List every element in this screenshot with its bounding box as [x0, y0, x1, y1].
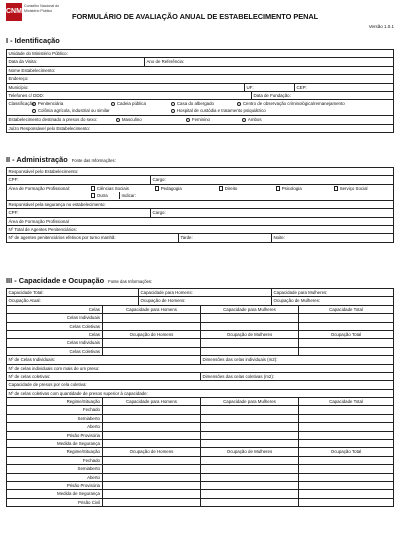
responsavel-seguranca-field[interactable]: Responsável pela segurança no estabelecimento:	[7, 201, 394, 208]
table-row	[7, 482, 394, 490]
table-cell[interactable]	[103, 323, 201, 330]
table-header: Ocupação Total	[299, 331, 394, 338]
radio-colonia-agricola[interactable]	[32, 109, 36, 113]
municipio-field[interactable]: Município:	[7, 84, 245, 91]
table-cell[interactable]	[103, 415, 201, 422]
form-version: Versão 1.0.1	[368, 24, 394, 29]
row-label: Celas Individuais	[7, 339, 103, 346]
table-header: Capacidade Total	[299, 306, 394, 313]
juizo-field[interactable]: Juízo Responsável pelo Estabelecimento:	[7, 125, 394, 132]
destinado-label: Estabelecimento destinado a presos do sexo:	[8, 117, 98, 123]
table-cell[interactable]	[299, 465, 394, 472]
agentes-noite-field[interactable]: Noite:	[272, 234, 394, 241]
option-label: Direito	[224, 185, 238, 191]
capacidade-homens-field[interactable]: Capacidade para Homens:	[139, 289, 272, 296]
table-cell[interactable]	[201, 314, 299, 321]
row-label: Medida de Segurança	[7, 440, 103, 447]
option-label: Casa do albergado	[176, 101, 214, 107]
cpf-field[interactable]: CPF:	[7, 176, 151, 183]
table-row	[7, 406, 394, 414]
table-header: Celas	[7, 306, 103, 313]
area-formacao-seguranca-field[interactable]: Área de Formação Profissional	[7, 218, 394, 225]
section-administracao-title: II - Administração Fonte das Informações:	[6, 155, 116, 164]
celas-coletivas-superior-field[interactable]: Nº de celas coletivas com quantidade de presos superior à capacidade:	[7, 390, 394, 397]
agentes-manha-field[interactable]: Nº de agentes penitenciários efetivos por turno manhã:	[7, 234, 179, 241]
identificacao-table	[6, 49, 394, 133]
table-cell[interactable]	[201, 440, 299, 447]
table-header: Capacidade para Homens	[103, 306, 201, 313]
table-row	[7, 490, 394, 498]
option-label: Psicologia	[281, 185, 302, 191]
option-label: Colônia agrícola, industrial ou similar	[37, 108, 110, 114]
cep-field[interactable]: CEP:	[295, 84, 394, 91]
capacidade-table	[6, 288, 394, 507]
table-header: Regime/Situação	[7, 398, 103, 405]
table-row	[7, 499, 394, 507]
table-cell[interactable]	[103, 423, 201, 430]
row-label: Celas Coletivas	[7, 348, 103, 355]
capacidade-mulheres-field[interactable]: Capacidade para Mulheres:	[272, 289, 394, 296]
logo-mark: CNMP	[6, 3, 22, 21]
check-direito[interactable]	[219, 186, 223, 190]
cnmp-logo	[6, 3, 62, 25]
capacidade-total-field[interactable]: Capacidade Total:	[7, 289, 139, 296]
check-pedagogia[interactable]	[155, 186, 159, 190]
table-cell[interactable]	[299, 423, 394, 430]
section-capacidade-title: III - Capacidade e Ocupação Fonte das Informações:	[6, 276, 153, 285]
table-row	[7, 339, 394, 347]
table-row	[7, 474, 394, 482]
radio-penitenciaria[interactable]	[32, 102, 36, 106]
ano-referencia-field[interactable]: Ano de Referência:	[145, 58, 394, 65]
option-label: Serviço Social	[339, 185, 368, 191]
classificacao-label: Classificação:	[8, 101, 36, 107]
check-psicologia[interactable]	[276, 186, 280, 190]
ocupacao-mulheres-field[interactable]: Ocupação de Mulheres:	[272, 297, 394, 304]
table-cell[interactable]	[299, 314, 394, 321]
option-label: Penitenciária	[37, 101, 64, 107]
table-cell[interactable]	[103, 440, 201, 447]
table-header: Capacidade para Mulheres	[201, 398, 299, 405]
table-cell[interactable]	[103, 474, 201, 481]
table-cell[interactable]	[201, 432, 299, 439]
table-cell[interactable]	[201, 465, 299, 472]
table-cell[interactable]	[103, 482, 201, 489]
table-cell[interactable]	[201, 423, 299, 430]
table-header: Celas	[7, 331, 103, 338]
option-label: Hospital de custódia e tratamento psiquiátrico	[176, 108, 266, 114]
radio-centro-observacao[interactable]	[237, 102, 241, 106]
celas-individuais-count-field[interactable]: Nº de Celas Individuais:	[7, 356, 201, 363]
celas-individuais-mais-field[interactable]: Nº de celas individuais com mais de um preso:	[7, 365, 394, 372]
table-row	[7, 323, 394, 331]
row-label: Celas Coletivas	[7, 323, 103, 330]
row-label: Fechado	[7, 457, 103, 464]
table-row	[7, 432, 394, 440]
ocupacao-homens-field[interactable]: Ocupação de Homens:	[139, 297, 272, 304]
indicar-label: Indicar:	[121, 192, 136, 198]
table-header: Capacidade para Homens	[103, 398, 201, 405]
section-identificacao-title: I - Identificação	[6, 36, 60, 45]
table-cell[interactable]	[201, 323, 299, 330]
table-row	[7, 415, 394, 423]
table-row	[7, 465, 394, 473]
table-cell[interactable]	[299, 323, 394, 330]
table-cell[interactable]	[201, 482, 299, 489]
dimensoes-coletivas-field[interactable]: Dimensões das celas coletivas (m2):	[201, 373, 394, 380]
radio-cadeia-publica[interactable]	[111, 102, 115, 106]
table-cell[interactable]	[299, 482, 394, 489]
area-formacao-field	[7, 185, 394, 200]
table-cell[interactable]	[103, 339, 201, 346]
option-label: Cadeia pública	[116, 101, 146, 107]
table-header: Ocupação de Homens	[103, 331, 201, 338]
fonte-label: Fonte das Informações:	[71, 158, 116, 163]
cargo-seguranca-field[interactable]: Cargo:	[151, 209, 394, 216]
celas-coletivas-count-field[interactable]: Nº de celas coletivas:	[7, 373, 201, 380]
table-cell[interactable]	[299, 348, 394, 355]
table-cell[interactable]	[201, 339, 299, 346]
dimensoes-individuais-field[interactable]: Dimensões das celas individuais (m2):	[201, 356, 394, 363]
radio-feminino[interactable]	[186, 118, 190, 122]
table-header: Ocupação Total	[299, 448, 394, 455]
table-cell[interactable]	[103, 432, 201, 439]
table-cell[interactable]	[299, 415, 394, 422]
table-header: Capacidade para Mulheres	[201, 306, 299, 313]
row-label: Prisão Provisória	[7, 482, 103, 489]
option-label: Outra	[96, 192, 108, 198]
table-row	[7, 457, 394, 465]
table-cell[interactable]	[299, 499, 394, 506]
table-header: Capacidade Total	[299, 398, 394, 405]
option-label: Feminino	[191, 117, 210, 123]
area-label: Área de Formação Profissional:	[8, 185, 70, 191]
table-cell[interactable]	[103, 499, 201, 506]
table-cell[interactable]	[299, 457, 394, 464]
check-ciencias-sociais[interactable]	[91, 186, 95, 190]
fonte-label: Fonte das Informações:	[108, 279, 153, 284]
table-header: Ocupação de Mulheres	[201, 331, 299, 338]
table-cell[interactable]	[299, 490, 394, 497]
row-label: Fechado	[7, 406, 103, 413]
indicar-field[interactable]	[119, 192, 136, 199]
table-cell[interactable]	[299, 440, 394, 447]
administracao-table	[6, 167, 394, 243]
row-label: Aberto	[7, 423, 103, 430]
table-cell[interactable]	[201, 490, 299, 497]
table-cell[interactable]	[103, 314, 201, 321]
table-cell[interactable]	[201, 499, 299, 506]
row-label: Celas Individuais	[7, 314, 103, 321]
row-label: Prisão Provisória	[7, 432, 103, 439]
cargo-field[interactable]: Cargo:	[151, 176, 394, 183]
data-fundacao-field[interactable]: Data de Fundação:	[252, 92, 394, 99]
classificacao-field	[7, 100, 394, 115]
table-row	[7, 314, 394, 322]
table-cell[interactable]	[201, 406, 299, 413]
table-cell[interactable]	[299, 406, 394, 413]
table-cell[interactable]	[103, 348, 201, 355]
table-cell[interactable]	[103, 457, 201, 464]
data-visita-field[interactable]: Data da Visita:	[7, 58, 145, 65]
check-servico-social[interactable]	[334, 186, 338, 190]
endereco-field[interactable]: Endereço:	[7, 75, 394, 82]
agentes-tarde-field[interactable]: Tarde:	[179, 234, 272, 241]
table-cell[interactable]	[103, 490, 201, 497]
radio-hospital-custodia[interactable]	[171, 109, 175, 113]
cpf-seguranca-field[interactable]: CPF:	[7, 209, 151, 216]
row-label: Medida de Segurança	[7, 490, 103, 497]
option-label: Masculino	[121, 117, 142, 123]
radio-ambos[interactable]	[242, 118, 246, 122]
table-cell[interactable]	[201, 348, 299, 355]
ocupacao-atual-field[interactable]: Ocupação Atual:	[7, 297, 139, 304]
form-title: FORMULÁRIO DE AVALIAÇÃO ANUAL DE ESTABELECIMENTO PENAL	[72, 12, 319, 21]
logo-text: Conselho Nacional do Ministério Público	[24, 4, 60, 13]
table-cell[interactable]	[103, 406, 201, 413]
unidade-field[interactable]: Unidade do Ministério Público:	[7, 50, 394, 57]
row-label: Semiaberto	[7, 415, 103, 422]
telefones-field[interactable]: Telefones c/ DDD:	[7, 92, 252, 99]
table-header: Ocupação de Mulheres	[201, 448, 299, 455]
option-label: Pedagogia	[160, 185, 182, 191]
uf-field[interactable]: UF:	[245, 84, 295, 91]
table-header: Ocupação de Homens	[103, 448, 201, 455]
table-cell[interactable]	[299, 432, 394, 439]
row-label: Prisão Civil	[7, 499, 103, 506]
row-label: Aberto	[7, 474, 103, 481]
row-label: Semiaberto	[7, 465, 103, 472]
table-cell[interactable]	[299, 339, 394, 346]
responsavel-field[interactable]: Responsável pelo Estabelecimento:	[7, 168, 394, 175]
option-label: Ambos	[247, 117, 262, 123]
table-row	[7, 423, 394, 431]
table-cell[interactable]	[299, 474, 394, 481]
capacidade-cela-coletiva-field[interactable]: Capacidade de presos por cela coletiva:	[7, 381, 394, 388]
radio-casa-albergado[interactable]	[171, 102, 175, 106]
table-cell[interactable]	[103, 465, 201, 472]
check-outra[interactable]	[91, 193, 95, 197]
destinado-sexo-field	[7, 116, 394, 123]
option-label: Centro de observação criminológica/remanejamento	[242, 101, 345, 107]
table-row	[7, 348, 394, 356]
table-cell[interactable]	[201, 457, 299, 464]
table-cell[interactable]	[201, 415, 299, 422]
total-agentes-field[interactable]: Nº Total de Agentes Penitenciários:	[7, 226, 394, 233]
table-row	[7, 440, 394, 448]
nome-estabelecimento-field[interactable]: Nome Estabelecimento:	[7, 67, 394, 74]
radio-masculino[interactable]	[116, 118, 120, 122]
table-header: Regime/Situação	[7, 448, 103, 455]
option-label: Ciências Sociais	[96, 185, 129, 191]
table-cell[interactable]	[201, 474, 299, 481]
